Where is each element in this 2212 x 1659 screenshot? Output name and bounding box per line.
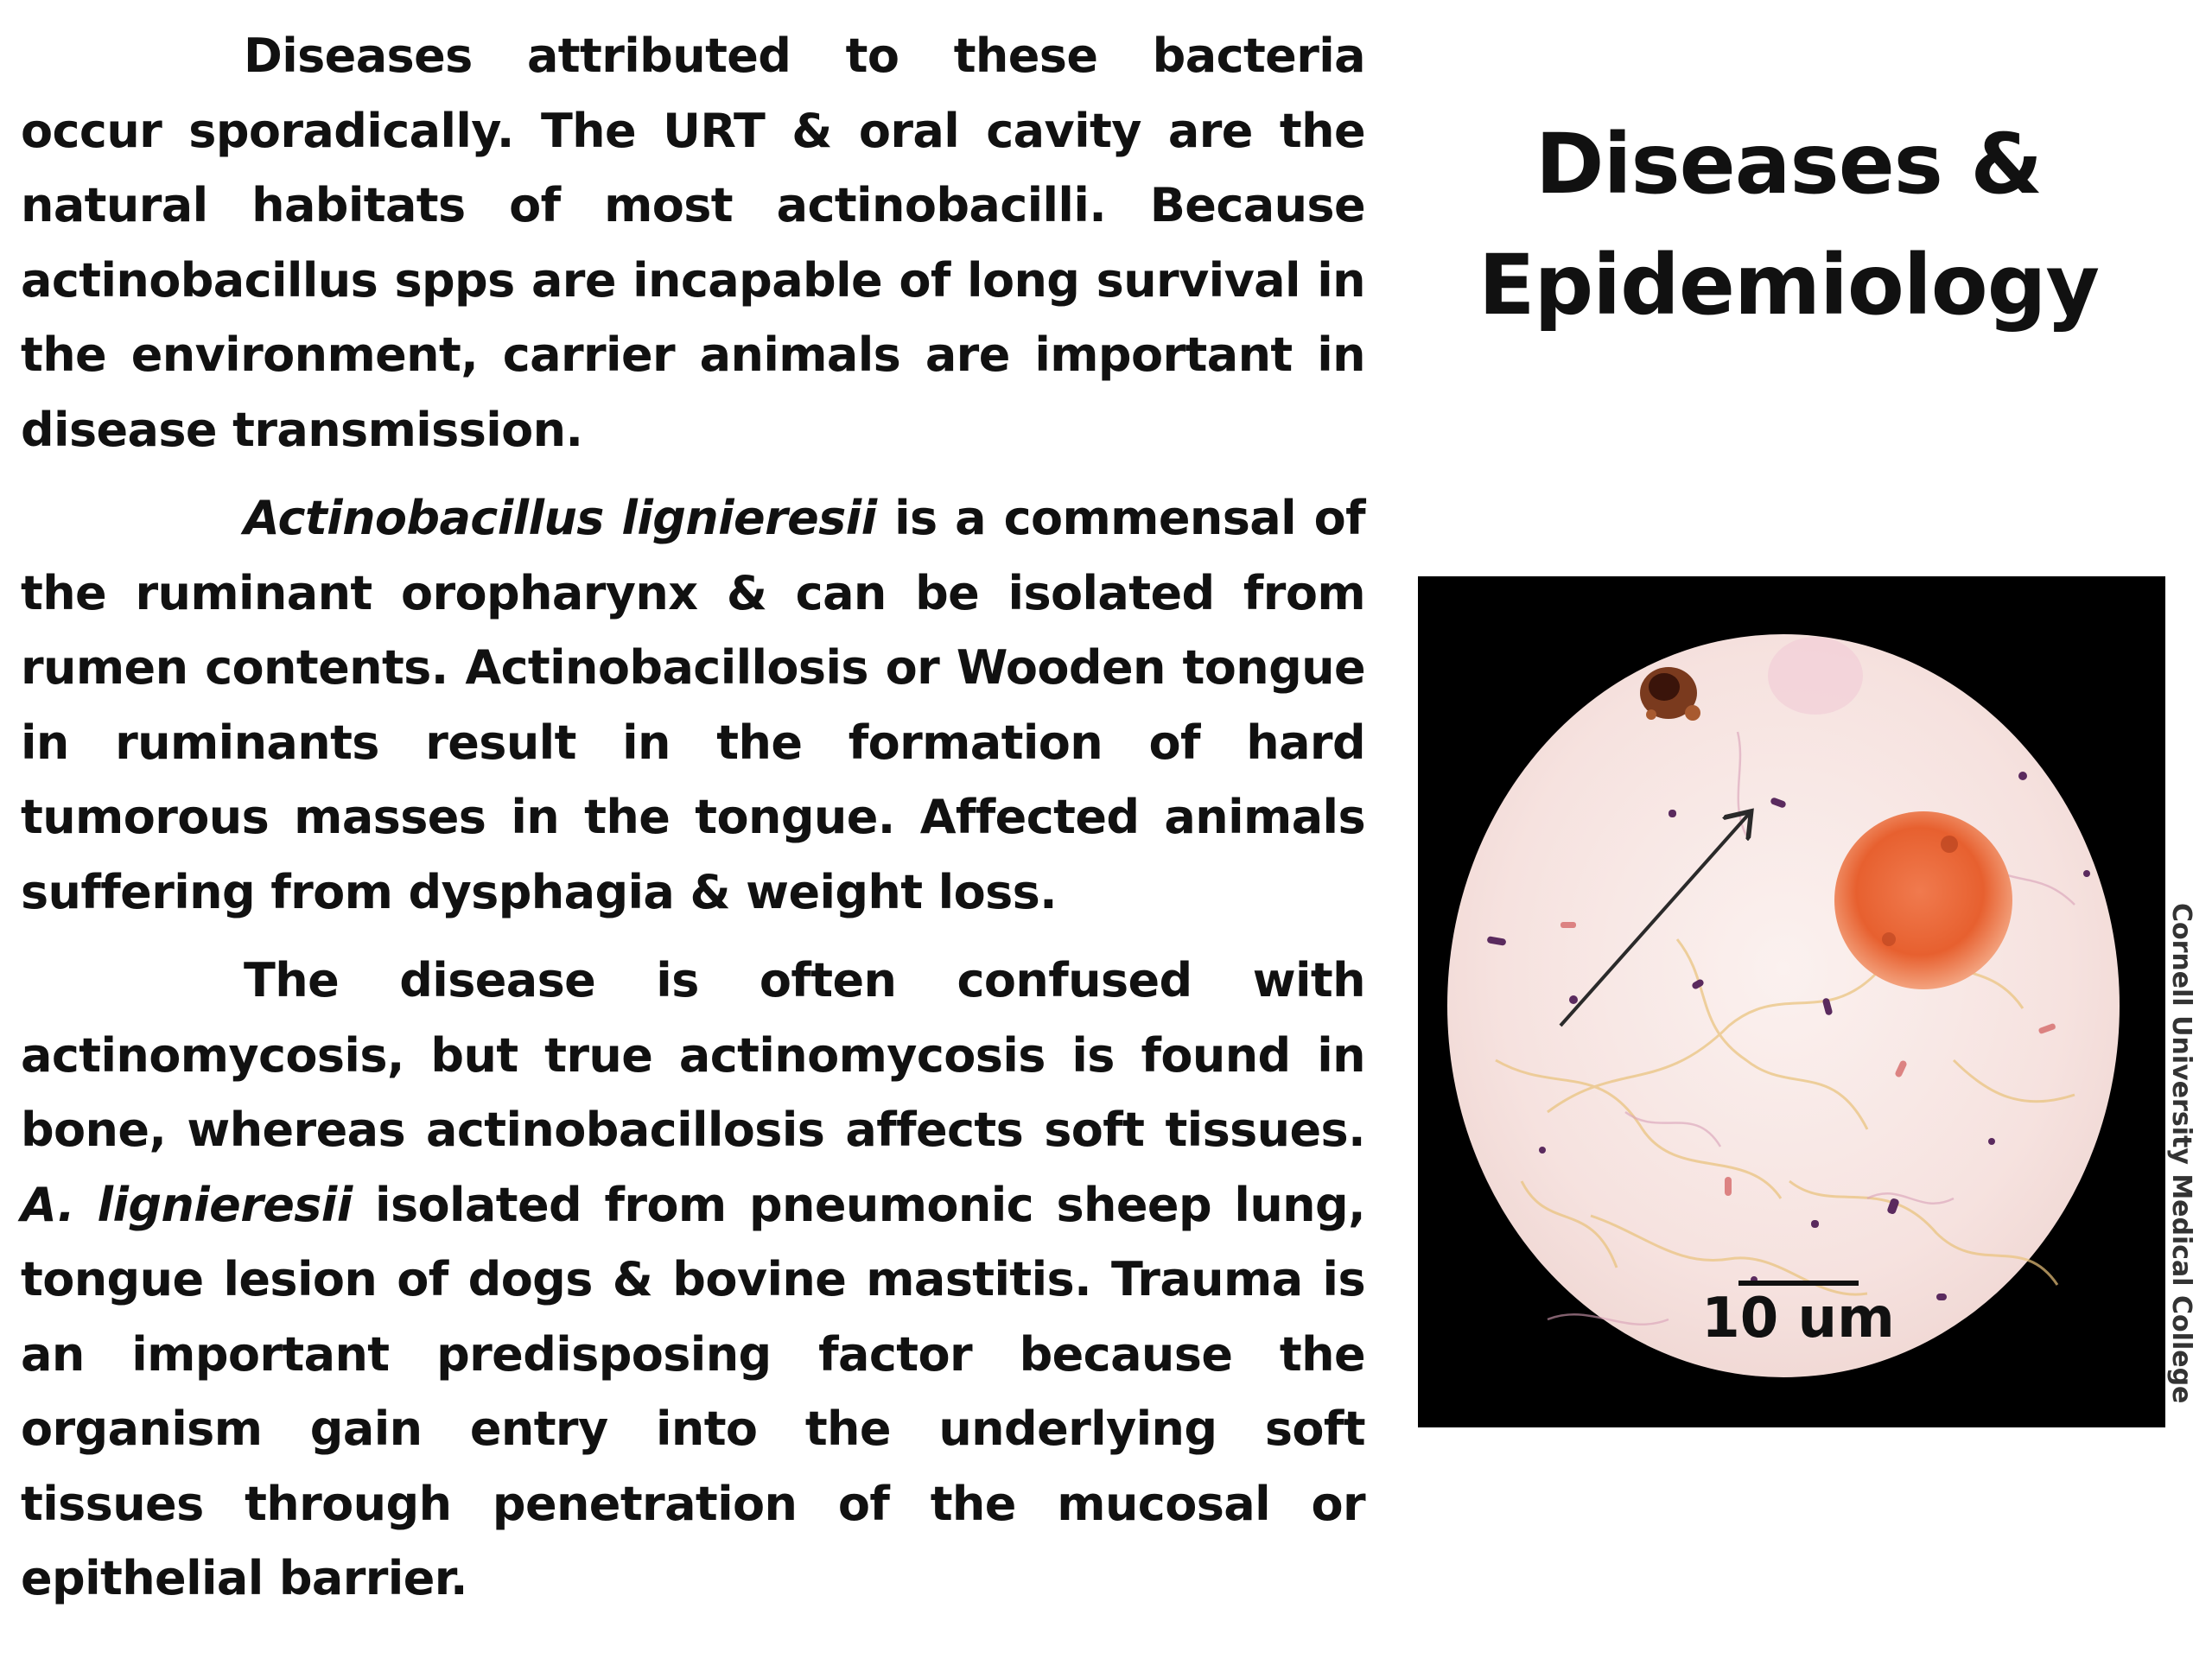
paragraph-1 bbox=[21, 19, 1365, 467]
paragraph-2-text: is a commensal of the ruminant oropharynx & can be isolated from rumen contents. Actinobacillosis or Wooden tongue in ruminants result in the formation of hard tumorous masses in the tongue. Affected animals suffering from dysphagia & weight loss. bbox=[21, 491, 1365, 919]
paragraph-2 bbox=[21, 481, 1365, 930]
scale-label: 10 um bbox=[1701, 1287, 1895, 1351]
paragraph-3-text-b: isolated from pneumonic sheep lung, tongue lesion of dogs & bovine mastitis. Trauma is an important predisposing factor because the organism gain entry into the underlying soft tissues through penetration of the mucosal or epithelial barrier. bbox=[21, 1177, 1365, 1605]
cell-nucleus-spot bbox=[1941, 836, 1958, 853]
species-abbrev: A. lignieresii bbox=[21, 1177, 353, 1232]
microscope-field bbox=[1447, 634, 2120, 1377]
paragraph-3 bbox=[21, 944, 1365, 1617]
body-text bbox=[21, 19, 1365, 1630]
title-line-1: Diseases & bbox=[1535, 116, 2043, 213]
micrograph-image bbox=[1418, 576, 2165, 1427]
image-credit: Cornell University Medical College bbox=[2166, 903, 2196, 1404]
title-line-2: Epidemiology bbox=[1478, 237, 2100, 334]
inflammatory-cell bbox=[1834, 811, 2012, 989]
cell-nucleus-spot bbox=[1882, 932, 1896, 946]
paragraph-3-text-a: The disease is often confused with actinomycosis, but true actinomycosis is found in bone, whereas actinobacillosis affects soft tissues. bbox=[21, 953, 1365, 1157]
species-name: Actinobacillus lignieresii bbox=[244, 491, 877, 545]
slide-title bbox=[1452, 104, 2126, 346]
faint-pink-blob bbox=[1768, 637, 1863, 715]
paragraph-1-text: Diseases attributed to these bacteria occur sporadically. The URT & oral cavity are the natural habitats of most actinobacilli. Because actinobacillus spps are incapable of long survival in the environment, carrier animals are important in disease transmission. bbox=[21, 29, 1365, 457]
